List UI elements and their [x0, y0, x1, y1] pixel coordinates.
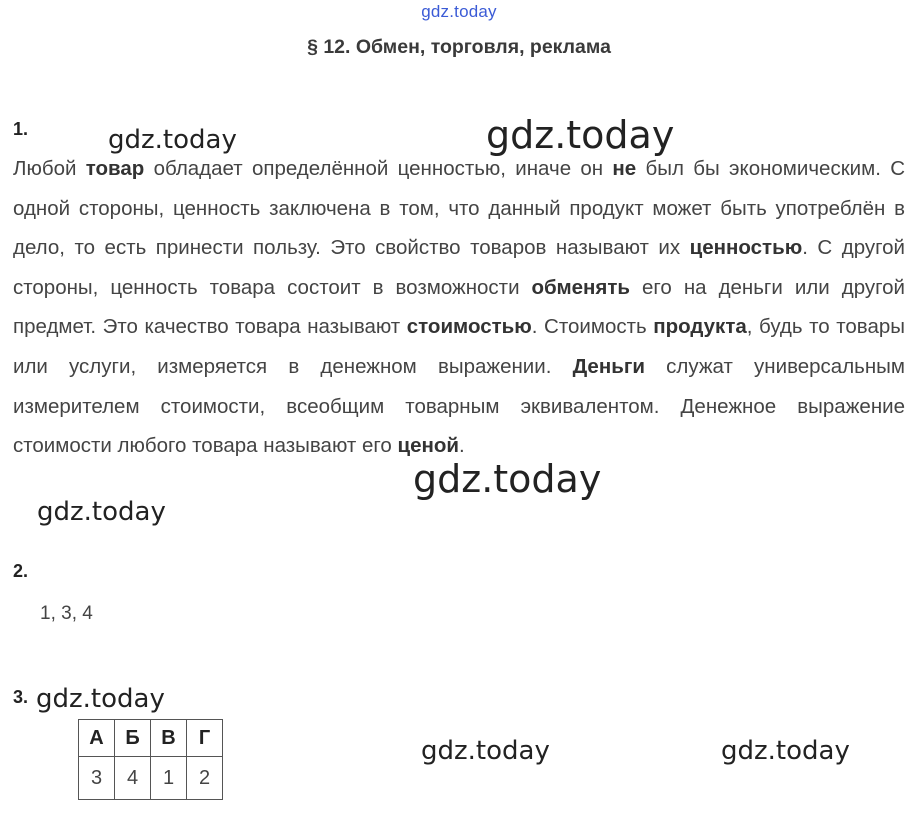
text-segment: . [459, 434, 465, 458]
answer-table-header-row [79, 720, 223, 757]
text-segment: служат универсальным измерителем стоимости, всеобщим товарным эквивалентом. Денежное выражение стоимости любого товара называют его [13, 354, 905, 458]
question-3-number: 3. [13, 687, 29, 707]
key-term: товар [85, 157, 145, 180]
key-term: обменять [531, 275, 630, 299]
key-term: Деньги [572, 354, 645, 378]
key-term: ценой [397, 434, 460, 458]
text-segment: обладает определённой ценностью, иначе он [144, 157, 613, 180]
watermark: gdz.today [37, 497, 166, 527]
answer-table-header-cell: Г [187, 720, 223, 757]
text-segment: . Стоимость [531, 315, 654, 339]
key-term: стоимостью [406, 315, 532, 339]
text-segment: . С другой стороны, ценность товара состоит в возможности [13, 236, 905, 299]
answer-table-value-row [79, 757, 223, 800]
answer-table-value-cell: 4 [115, 757, 151, 800]
answer-table-value-cell: 3 [79, 757, 115, 800]
text-segment: его на деньги или другой предмет. Это качество товара называют [13, 275, 905, 339]
question-1-number: 1. [13, 119, 29, 139]
key-term: не [612, 157, 637, 180]
answer-table [78, 719, 223, 800]
text-segment: Любой [13, 157, 86, 180]
key-term: продукта [653, 315, 747, 339]
watermark: gdz.today [36, 684, 165, 714]
answer-table-header-cell: А [79, 720, 115, 757]
answer-table-value-cell: 1 [151, 757, 187, 800]
watermark: gdz.today [486, 113, 675, 157]
question-2-answer: 1, 3, 4 [40, 603, 93, 624]
answer-table-header-cell: Б [115, 720, 151, 757]
watermark: gdz.today [421, 736, 550, 766]
answer-table-header-cell: В [151, 720, 187, 757]
text-segment: , будь то товары или услуги, измеряется в денежном выражении. [13, 315, 905, 378]
question-1-answer-text [13, 149, 905, 466]
top-watermark: gdz.today [421, 2, 497, 21]
watermark: gdz.today [721, 736, 850, 766]
page-title: § 12. Обмен, торговля, реклама [307, 36, 611, 58]
watermark: gdz.today [108, 125, 237, 155]
answer-table-value-cell: 2 [187, 757, 223, 800]
text-segment: был бы экономическим. С одной стороны, ценность заключена в том, что данный продукт может быть употреблён в дело, то есть принести пользу. Это свойство товаров называют их [13, 157, 906, 260]
question-2-number: 2. [13, 561, 29, 581]
key-term: ценностью [689, 236, 803, 260]
watermark: gdz.today [413, 457, 602, 501]
